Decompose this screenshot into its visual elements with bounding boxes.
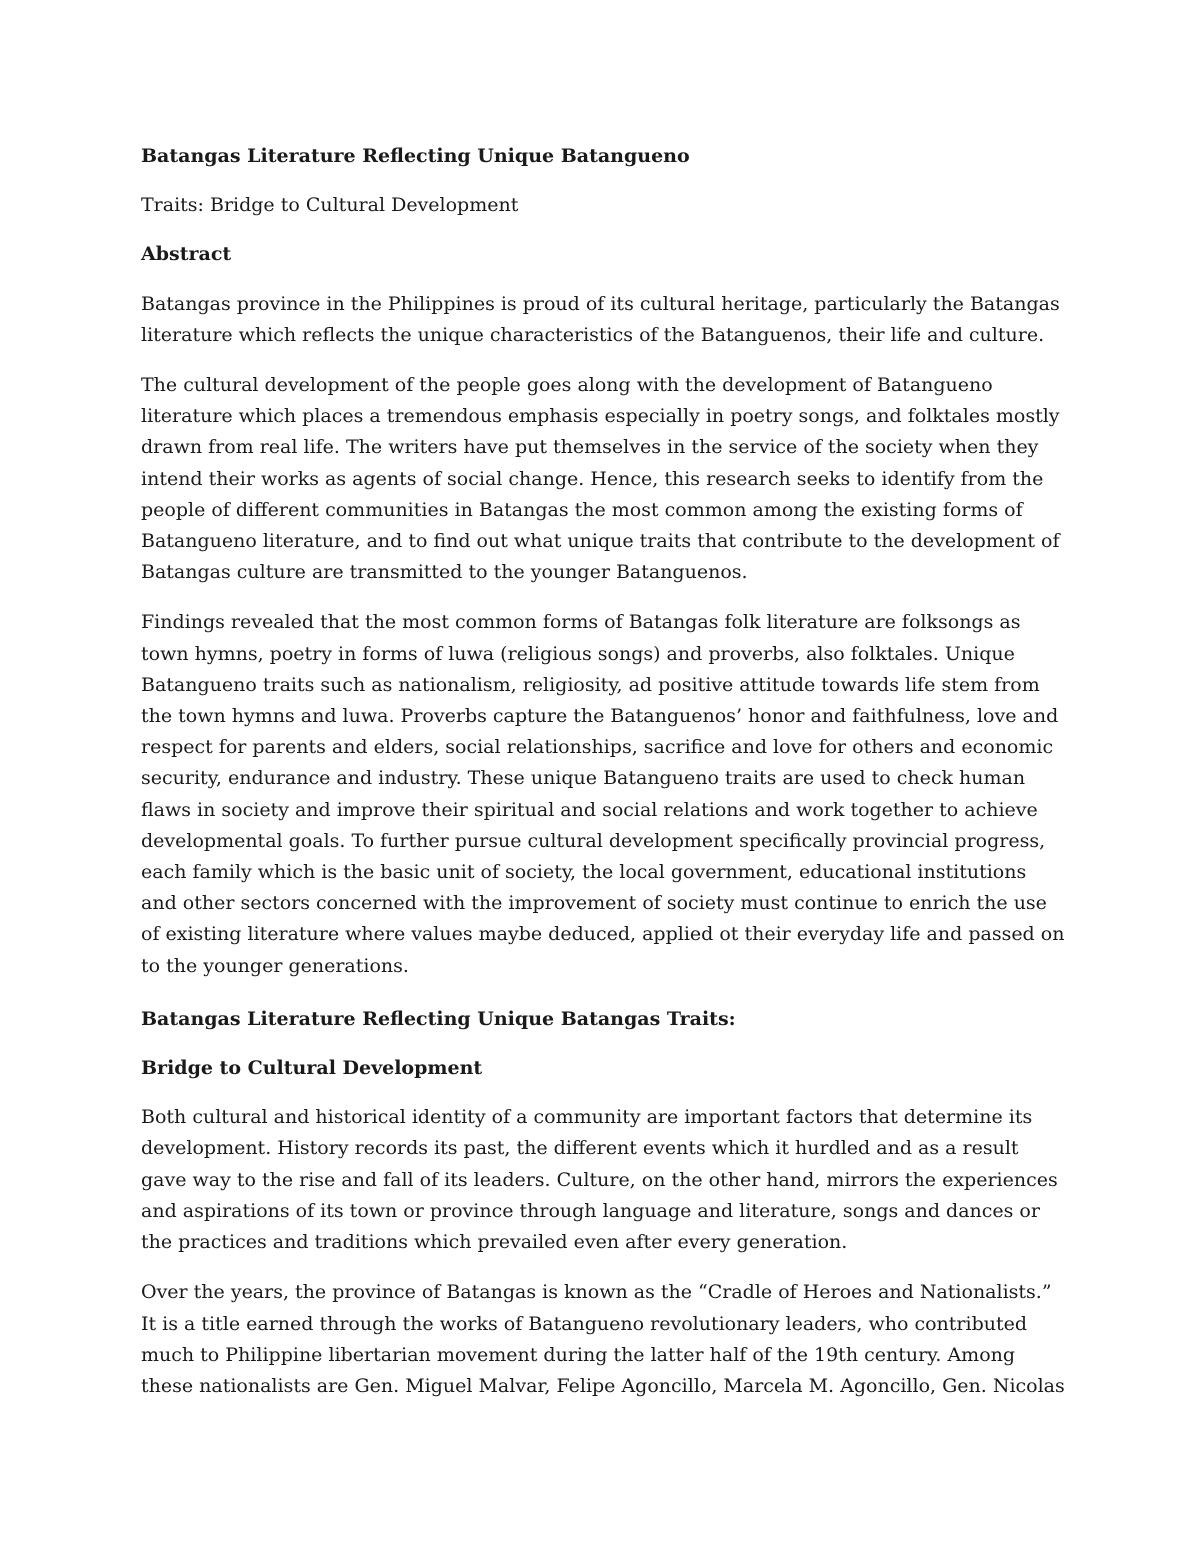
- section-heading: Batangas Literature Reflecting Unique Batangas Traits:: [141, 1007, 736, 1030]
- body-paragraph: Over the years, the province of Batangas is known as the “Cradle of Heroes and Nationalists.” It is a title earned through the works of Batangueno revolutionary leaders, who contributed much to Philippine libertarian movement during the latter half of the 19th century. Among these nationalists are Gen. Miguel Malvar, Felipe Agoncillo, Marcela M. Agoncillo, Gen. Nicolas: [141, 1281, 1065, 1397]
- document-title: Batangas Literature Reflecting Unique Batangueno: [141, 145, 690, 167]
- document-body: [141, 141, 1066, 1402]
- abstract-paragraph: The cultural development of the people goes along with the development of Batangueno literature which places a tremendous emphasis especially in poetry songs, and folktales mostly drawn from real life. The writers have put themselves in the service of the society when they intend their works as agents of social change. Hence, this research seeks to identify from the people of different communities in Batangas the most common among the existing forms of Batangueno literature, and to find out what unique traits that contribute to the development of Batangas culture are transmitted to the younger Batanguenos.: [141, 374, 1060, 584]
- abstract-heading: Abstract: [141, 243, 232, 266]
- abstract-paragraph: Findings revealed that the most common forms of Batangas folk literature are folksongs as town hymns, poetry in forms of luwa (religious songs) and proverbs, also folktales. Unique Batangueno traits such as nationalism, religiosity, ad positive attitude towards life stem from the town hymns and luwa. Proverbs capture the Batanguenos’ honor and faithfulness, love and respect for parents and elders, social relationships, sacrifice and love for others and economic security, endurance and industry. These unique Batangueno traits are used to check human flaws in society and improve their spiritual and social relations and work together to achieve developmental goals. To further pursue cultural development specifically provincial progress, each family which is the basic unit of society, the local government, educational institutions and other sectors concerned with the improvement of society must continue to enrich the use of existing literature where values maybe deduced, applied ot their everyday life and passed on to the younger generations.: [141, 611, 1065, 977]
- document-subtitle: Traits: Bridge to Cultural Development: [141, 194, 519, 217]
- abstract-paragraph: Batangas province in the Philippines is proud of its cultural heritage, particularly the Batangas literature which reflects the unique characteristics of the Batanguenos, their life and culture.: [141, 292, 1060, 346]
- section-heading: Bridge to Cultural Development: [141, 1057, 483, 1080]
- body-paragraph: Both cultural and historical identity of a community are important factors that determine its development. History records its past, the different events which it hurdled and as a result gave way to the rise and fall of its leaders. Culture, on the other hand, mirrors the experiences and aspirations of its town or province through language and literature, songs and dances or the practices and traditions which prevailed even after every generation.: [141, 1106, 1058, 1254]
